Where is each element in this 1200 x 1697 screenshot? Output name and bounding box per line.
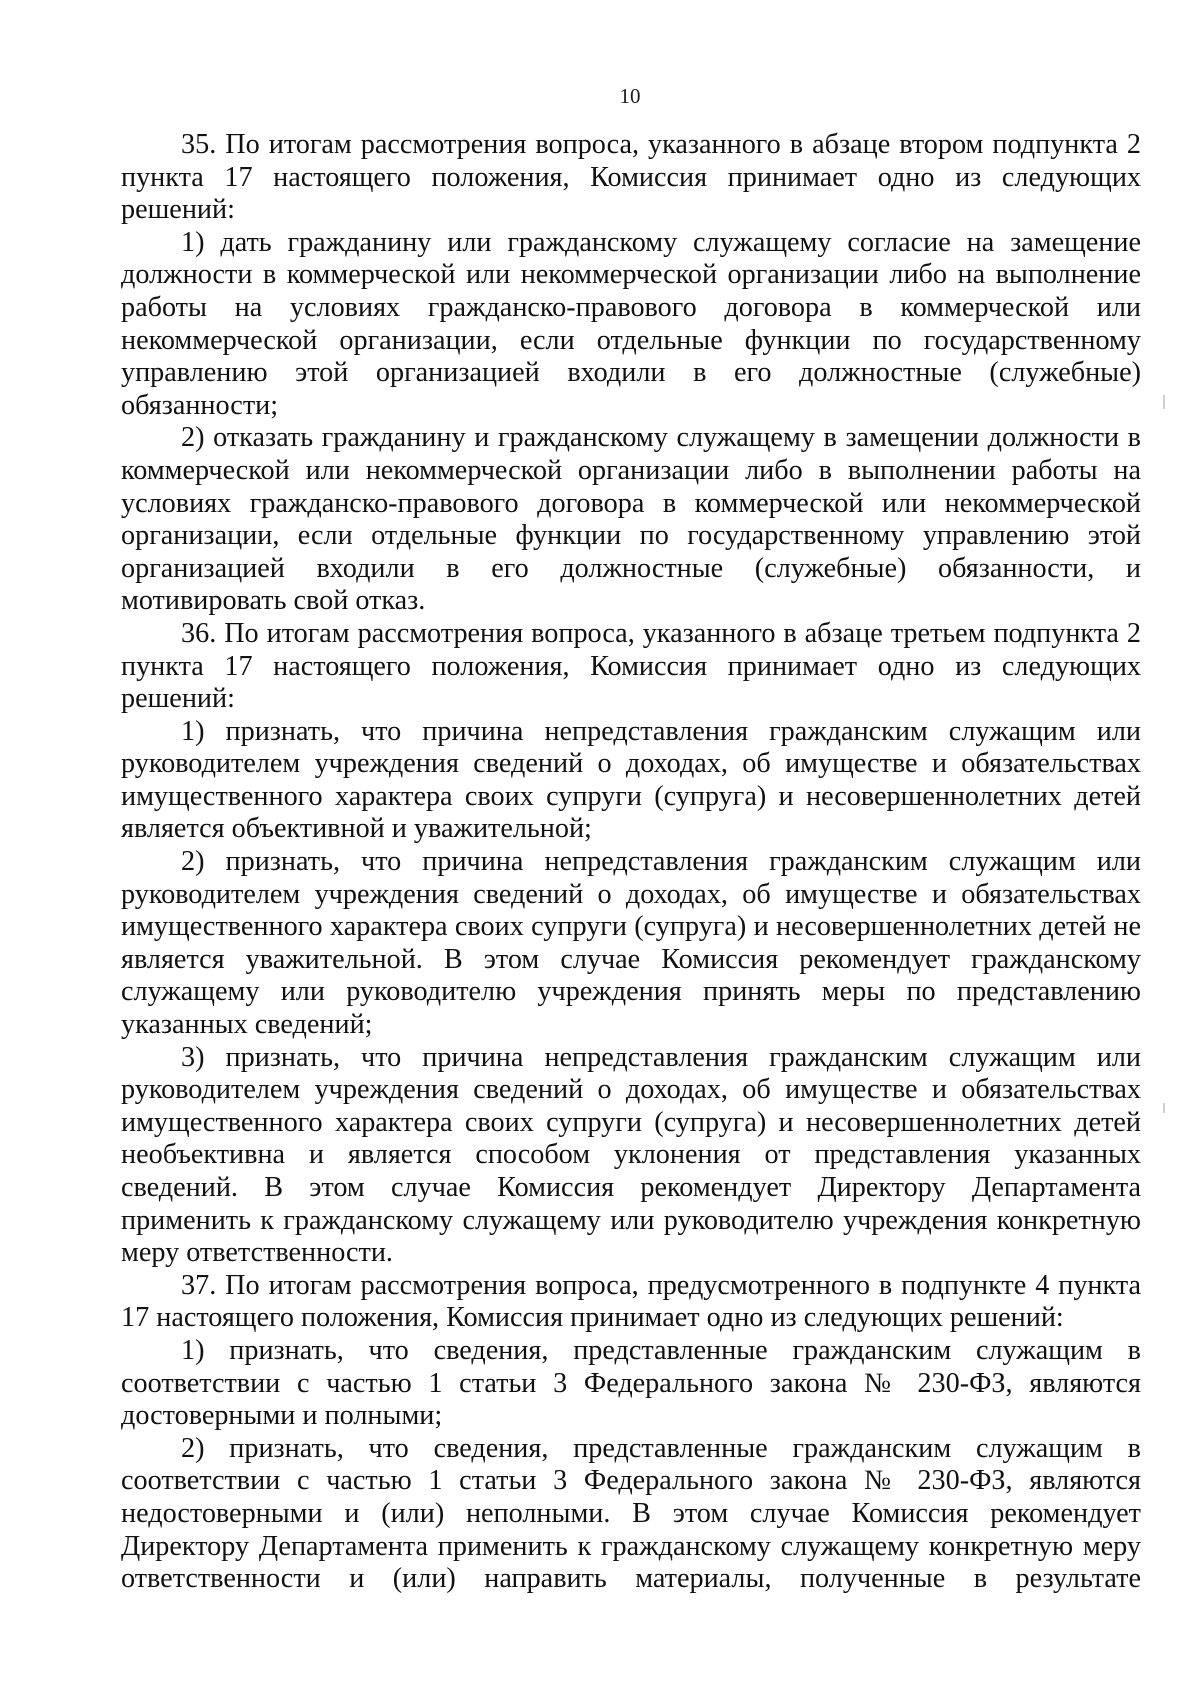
paragraph-36-item-3: 3) признать, что причина непредставления гражданским служащим или руководителем учреждения сведений о доходах, об имуществе и обязательствах имущественного характера своих супруги (супруга) и несовершеннолетних детей необъективна и является способом уклонения от представления указанных сведений. В этом случае Комиссия рекомендует Директору Департамента применить к гражданскому служащему или руководителю учреждения конкретную меру ответственности. <box>121 1041 1141 1269</box>
paragraph-36: 36. По итогам рассмотрения вопроса, указанного в абзаце третьем подпункта 2 пункта 17 настоящего положения, Комиссия принимает одно из следующих решений: <box>121 617 1141 715</box>
paragraph-36-item-2: 2) признать, что причина непредставления гражданским служащим или руководителем учреждения сведений о доходах, об имуществе и обязательствах имущественного характера своих супруги (супруга) и несовершеннолетних детей не является уважительной. В этом случае Комиссия рекомендует гражданскому служащему или руководителю учреждения принять меры по представлению указанных сведений; <box>121 846 1141 1041</box>
scan-artifact-mark <box>1163 395 1165 409</box>
page-number: 10 <box>619 84 641 108</box>
document-body <box>121 129 1141 1596</box>
paragraph-37: 37. По итогам рассмотрения вопроса, предусмотренного в подпункте 4 пункта 17 настоящего положения, Комиссия принимает одно из следующих решений: <box>121 1269 1141 1334</box>
paragraph-35: 35. По итогам рассмотрения вопроса, указанного в абзаце втором подпункта 2 пункта 17 настоящего положения, Комиссия принимает одно из следующих решений: <box>121 129 1141 226</box>
paragraph-37-item-1: 1) признать, что сведения, представленные гражданским служащим в соответствии с частью 1 статьи 3 Федерального закона № 230-ФЗ, являются достоверными и полными; <box>121 1334 1141 1432</box>
scan-artifact-mark <box>1163 1103 1165 1113</box>
paragraph-35-item-1: 1) дать гражданину или гражданскому служащему согласие на замещение должности в коммерческой или некоммерческой организации либо на выполнение работы на условиях гражданско-правового договора в коммерческой или некоммерческой организации, если отдельные функции по государственному управлению этой организацией входили в его должностные (служебные) обязанности; <box>121 226 1141 421</box>
paragraph-36-item-1: 1) признать, что причина непредставления гражданским служащим или руководителем учреждения сведений о доходах, об имуществе и обязательствах имущественного характера своих супруги (супруга) и несовершеннолетних детей является объективной и уважительной; <box>121 715 1141 845</box>
paragraph-35-item-2: 2) отказать гражданину и гражданскому служащему в замещении должности в коммерческой или некоммерческой организации либо в выполнении работы на условиях гражданско-правового договора в коммерческой или некоммерческой организации, если отдельные функции по государственному управлению этой организацией входили в его должностные (служебные) обязанности, и мотивировать свой отказ. <box>121 422 1141 617</box>
paragraph-37-item-2: 2) признать, что сведения, представленные гражданским служащим в соответствии с частью 1 статьи 3 Федерального закона № 230-ФЗ, являются недостоверными и (или) неполными. В этом случае Комиссия рекомендует Директору Департамента применить к гражданскому служащему конкретную меру ответственности и (или) направить материалы, полученные в результате <box>121 1432 1141 1595</box>
